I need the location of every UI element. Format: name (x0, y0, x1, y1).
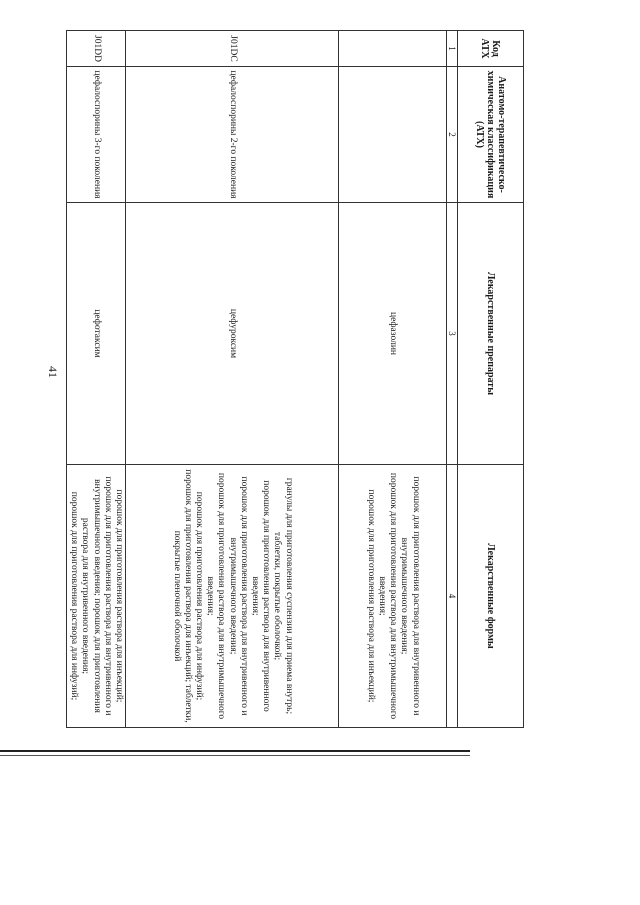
page-number: 41 (46, 366, 60, 378)
table-row (339, 31, 447, 728)
drug-table-wrapper (69, 30, 524, 727)
header-atc: Анатомо-терапевтическо-химическая классификация (АТХ) (458, 67, 524, 203)
drug-table (66, 30, 524, 728)
form-item: таблетки, покрытые оболочкой; (272, 531, 283, 661)
column-number-row (447, 31, 458, 728)
form-item: порошок для приготовления раствора для внутривенного и внутримышечного введения; порошок для приготовления раствора для внутривенного введения; (80, 476, 113, 716)
code-cell (339, 31, 447, 67)
form-item: порошок для приготовления раствора для инъекций; таблетки, покрытые пленочной оболочкой (171, 469, 193, 723)
forms-cell (66, 465, 125, 728)
header-forms: Лекарственные формы (458, 465, 524, 728)
form-item: порошок для приготовления раствора для внутримышечного введения; (376, 472, 399, 720)
atc-cell (339, 67, 447, 203)
form-item: порошок для приготовления раствора для внутривенного введения; (250, 480, 272, 712)
atc-cell: цефалоспорины 3-го поколения (66, 67, 125, 203)
table-row (126, 31, 339, 728)
form-item: порошок для приготовления раствора для инфузий; (194, 491, 204, 701)
column-number: 4 (447, 465, 458, 728)
form-item: гранулы для приготовления суспензии для приема внутрь; (283, 477, 294, 715)
footer-divider (0, 750, 470, 752)
form-item: порошок для приготовления раствора для внутривенного и внутримышечного введения; (227, 476, 249, 716)
drug-cell: цефуроксим (126, 203, 339, 465)
form-item: порошок для приготовления раствора для инфузий; (69, 491, 80, 701)
column-number: 3 (447, 203, 458, 465)
form-item: порошок для приготовления раствора для внутривенного и внутримышечного введения; (399, 476, 421, 716)
column-number: 1 (447, 31, 458, 67)
footer-divider-thin (0, 755, 470, 756)
form-item: порошок для приготовления раствора для инъекций; (114, 489, 124, 703)
code-cell: J01DC (126, 31, 339, 67)
table-row (66, 31, 125, 728)
drug-cell: цефотаксим (66, 203, 125, 465)
header-code: Код АТХ (458, 31, 524, 67)
code-cell: J01DD (66, 31, 125, 67)
column-number: 2 (447, 67, 458, 203)
drug-cell: цефазолин (339, 203, 447, 465)
forms-cell (339, 465, 447, 728)
form-item: порошок для приготовления раствора для внутримышечного введения; (205, 472, 227, 720)
table-header-row (458, 31, 524, 728)
header-drugs: Лекарственные препараты (458, 203, 524, 465)
atc-cell: цефалоспорины 2-го поколения (126, 67, 339, 203)
form-item: порошок для приготовления раствора для инъекций; (365, 489, 376, 703)
forms-cell (126, 465, 339, 728)
